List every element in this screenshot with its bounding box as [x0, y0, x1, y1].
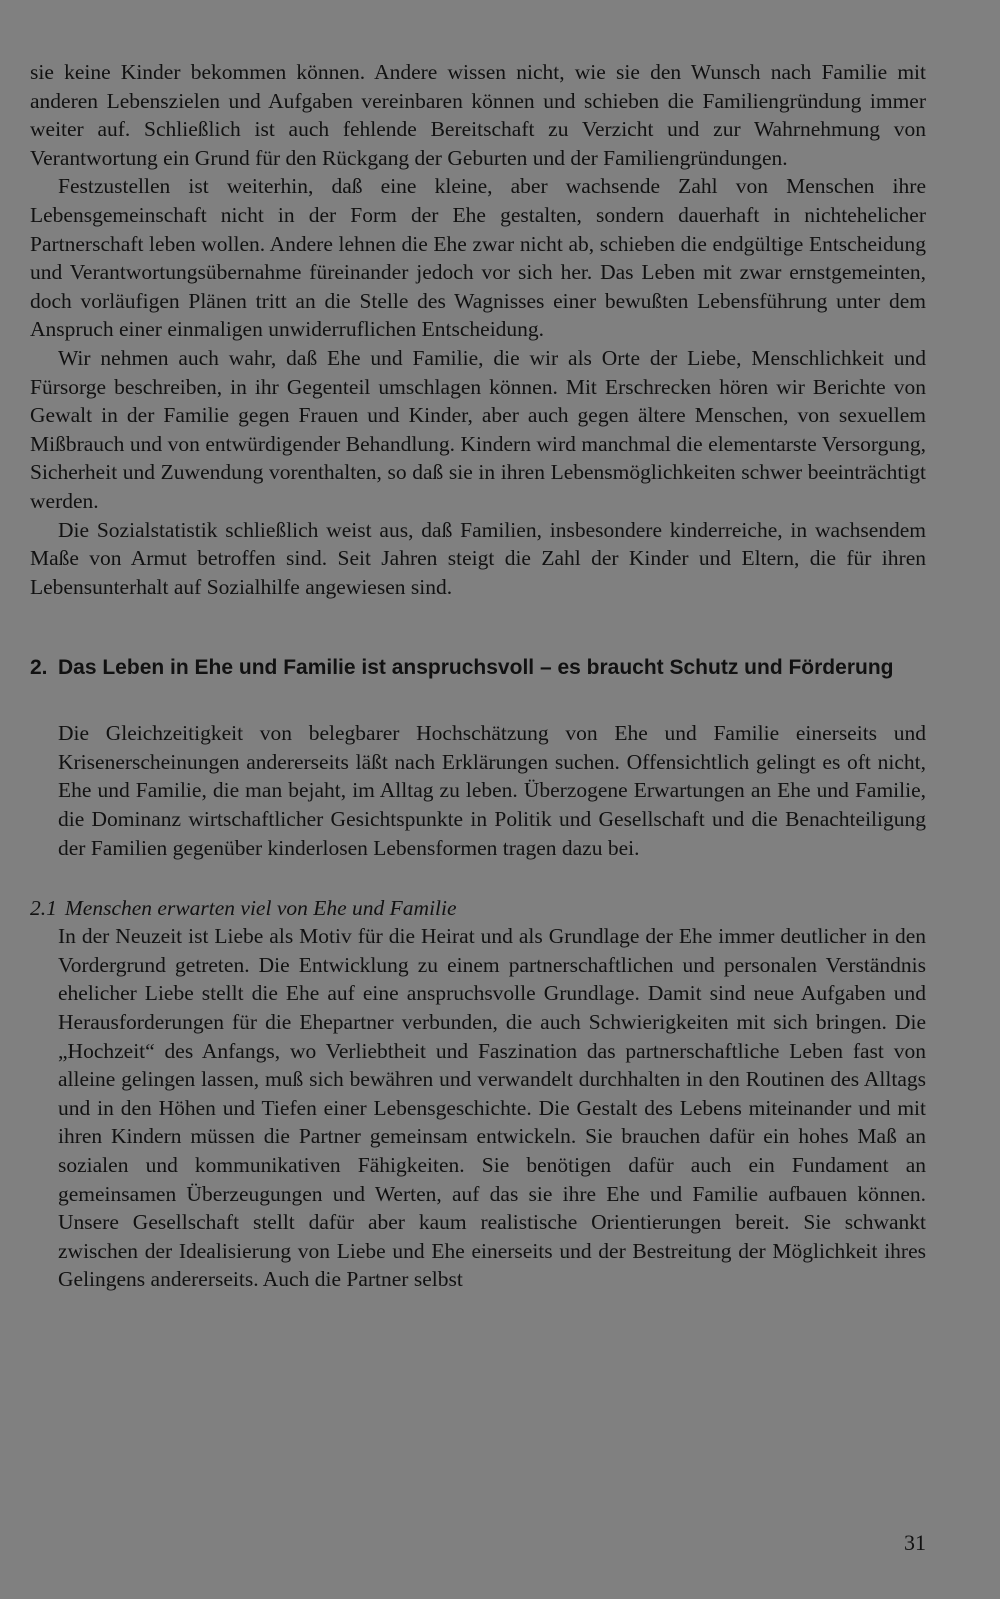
subsection-heading: [30, 894, 926, 922]
paragraph-continued: sie keine Kinder bekommen können. Andere wissen nicht, wie sie den Wunsch nach Familie mit anderen Lebenszielen und Aufgaben vereinbaren können und schieben die Familiengründung immer weiter auf. Schließlich ist auch fehlende Bereitschaft zu Verzicht und zur Wahrnehmung von Verantwortung ein Grund für den Rückgang der Geburten und der Familiengründungen.: [30, 60, 926, 170]
subsection-title: Menschen erwarten viel von Ehe und Familie: [64, 896, 457, 921]
page-number: 31: [904, 1530, 926, 1555]
section-intro-block: [30, 719, 926, 862]
document-page: [30, 58, 926, 1294]
paragraph-sozialstatistik: Die Sozialstatistik schließlich weist aus, daß Familien, insbesondere kinderreiche, in wachsendem Maße von Armut betroffen sind. Seit Jahren steigt die Zahl der Kinder und Eltern, die für ihren Lebensunterhalt auf Sozialhilfe angewiesen sind.: [30, 517, 926, 599]
subsection-number: 2.1: [30, 896, 57, 921]
section-title: Das Leben in Ehe und Familie ist anspruchsvoll – es braucht Schutz und Förderung: [58, 656, 894, 680]
section-number: 2.: [30, 656, 48, 680]
section-heading: [30, 653, 926, 683]
subsection-paragraph: In der Neuzeit ist Liebe als Motiv für die Heirat und als Grundlage der Ehe immer deutlicher in den Vordergrund getreten. Die Entwicklung zu einem partnerschaftlichen und personalen Verständnis ehelicher Liebe stellt die Ehe auf eine anspruchsvolle Grundlage. Damit sind neue Aufgaben und Herausforderungen für die Ehepartner verbunden, die auch Schwierigkeiten mit sich bringen. Die „Hochzeit“ des Anfangs, wo Verliebtheit und Faszination das partnerschaftliche Leben fast von alleine gelingen lassen, muß sich bewähren und verwandelt durchhalten in den Routinen des Alltags und in den Höhen und Tiefen einer Lebensgeschichte. Die Gestalt des Lebens miteinander und mit ihren Kindern müssen die Partner gemeinsam entwickeln. Sie brauchen dafür ein hohes Maß an sozialen und kommunikativen Fähigkeiten. Sie benötigen dafür auch ein Fundament an gemeinsamen Überzeugungen und Werten, auf das sie ihre Ehe und Familie aufbauen können. Unsere Gesellschaft stellt dafür aber kaum realistische Orientierungen bereit. Sie schwankt zwischen der Idealisierung von Liebe und Ehe einerseits und der Bestreitung der Möglichkeit ihres Gelingens andererseits. Auch die Partner selbst: [58, 924, 926, 1292]
paragraph-nichteheliche-partnerschaft: Festzustellen ist weiterhin, daß eine kleine, aber wachsende Zahl von Menschen ihre Lebensgemeinschaft nicht in der Form der Ehe gestalten, sondern dauerhaft in nichtehelicher Partnerschaft leben wollen. Andere lehnen die Ehe zwar nicht ab, schieben die endgültige Entscheidung und Verantwortungsübernahme füreinander jedoch vor sich her. Das Leben mit zwar ernstgemeinten, doch vorläufigen Plänen tritt an die Stelle des Wagnisses einer bewußten Lebensführung unter dem Anspruch einer einmaligen unwiderruflichen Entscheidung.: [30, 174, 926, 342]
subsection-body-block: [30, 922, 926, 1294]
section-intro-paragraph: Die Gleichzeitigkeit von belegbarer Hochschätzung von Ehe und Familie einerseits und Krisenerscheinungen andererseits läßt nach Erklärungen suchen. Offensichtlich gelingt es oft nicht, Ehe und Familie, die man bejaht, im Alltag zu leben. Überzogene Erwartungen an Ehe und Familie, die Dominanz wirtschaftlicher Gesichtspunkte in Politik und Gesellschaft und die Benachteiligung der Familien gegenüber kinderlosen Lebensformen tragen dazu bei.: [58, 721, 926, 860]
paragraph-gewalt-in-familie: Wir nehmen auch wahr, daß Ehe und Familie, die wir als Orte der Liebe, Menschlichkeit und Fürsorge beschreiben, in ihr Gegenteil umschlagen können. Mit Erschrecken hören wir Berichte von Gewalt in der Familie gegen Frauen und Kinder, aber auch gegen ältere Menschen, von sexuellem Mißbrauch und von entwürdigender Behandlung. Kindern wird manchmal die elementarste Versorgung, Sicherheit und Zuwendung vorenthalten, so daß sie in ihren Lebensmöglichkeiten schwer beeinträchtigt werden.: [30, 345, 926, 513]
